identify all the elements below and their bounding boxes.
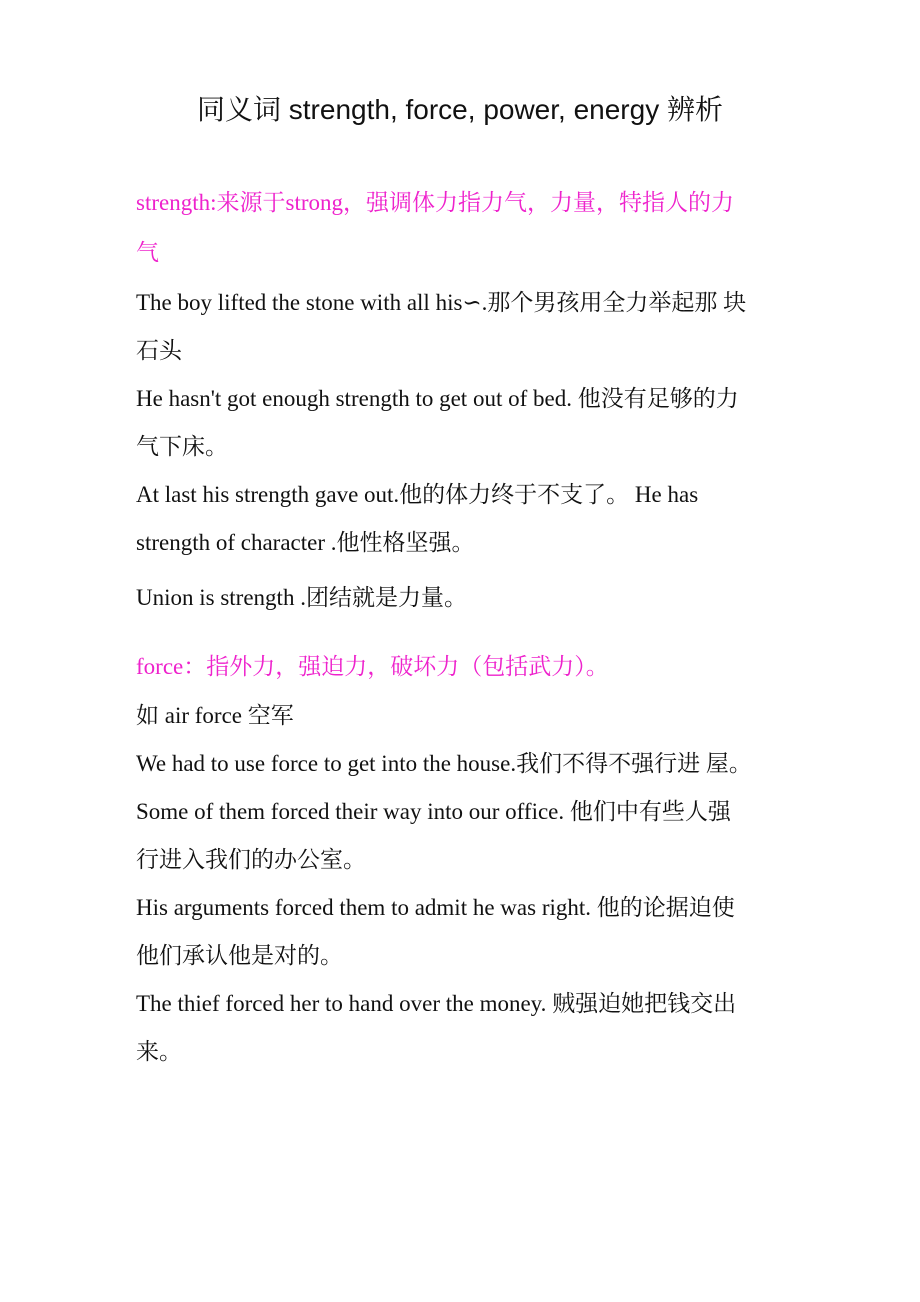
force-example-line: His arguments forced them to admit he was right. 他的论据迫使	[136, 895, 735, 920]
force-example-line: 行进入我们的办公室。	[136, 847, 366, 872]
strength-example-line: strength of character .他性格坚强。	[136, 530, 475, 555]
force-example-line: 如 air force 空军	[136, 703, 294, 728]
strength-example-line: At last his strength gave out.他的体力终于不支了。 He has	[136, 482, 699, 507]
strength-example-line: 石头	[136, 338, 182, 363]
strength-example-line: Union is strength .团结就是力量。	[136, 585, 467, 610]
strength-heading-line-2: 气	[136, 240, 159, 265]
strength-example-line: He hasn't got enough strength to get out of bed. 他没有足够的力	[136, 386, 739, 411]
force-example-line: Some of them forced their way into our office. 他们中有些人强	[136, 799, 731, 824]
force-example-line: The thief forced her to hand over the money. 贼强迫她把钱交出	[136, 991, 737, 1016]
page-title: 同义词 strength, force, power, energy 辨析	[197, 94, 723, 125]
force-example-line: 他们承认他是对的。	[136, 943, 343, 968]
force-heading: force：指外力，强迫力，破坏力（包括武力）。	[136, 654, 609, 679]
force-example-line: 来。	[136, 1039, 182, 1064]
strength-example-line: 气下床。	[136, 434, 228, 459]
strength-example-line: The boy lifted the stone with all his∽.那个男孩用全力举起那 块	[136, 290, 747, 315]
force-example-line: We had to use force to get into the house.我们不得不强行进 屋。	[136, 751, 752, 776]
strength-heading-line-1: strength:来源于strong，强调体力指力气，力量，特指人的力	[136, 190, 734, 215]
